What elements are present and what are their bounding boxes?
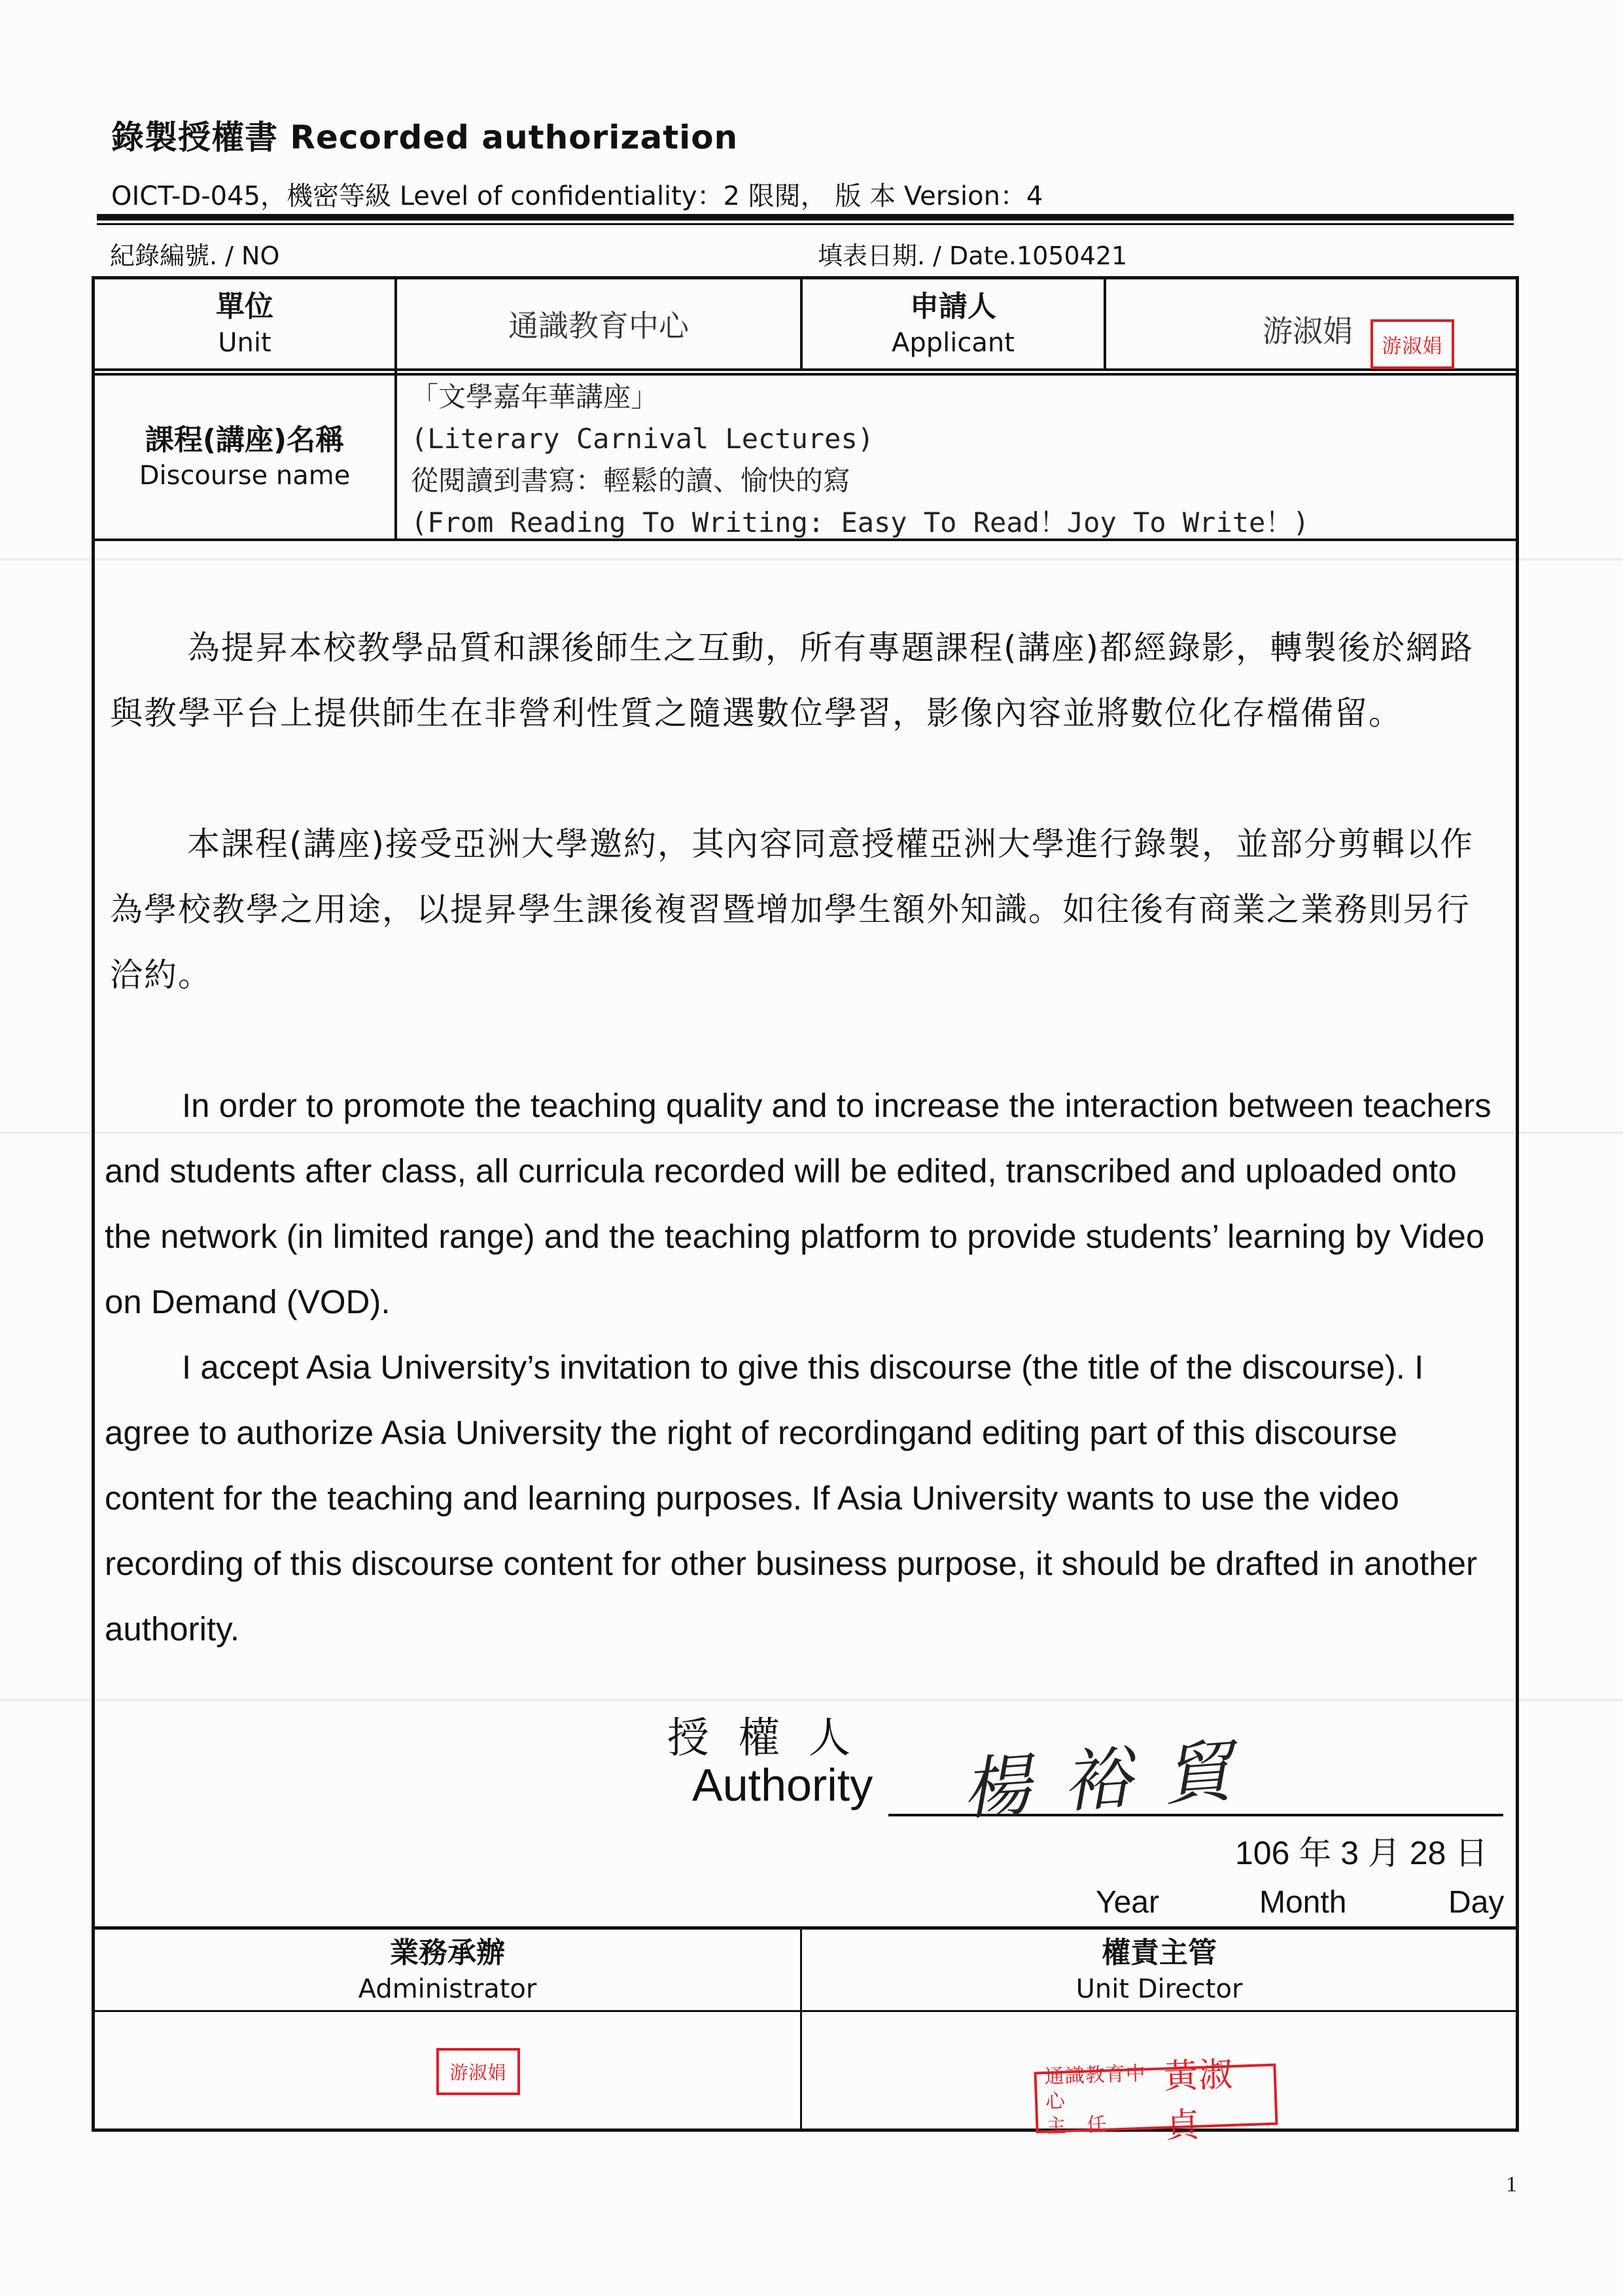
handwritten-signature: 楊裕貿 [959,1729,1267,1829]
form-date: 填表日期. / Date.1050421 [818,241,1128,270]
table-divider [1104,276,1106,371]
director-seal-name: 黃淑貞 [1163,2055,1234,2146]
month-label: Month [1259,1885,1347,1920]
page-number: 1 [1506,2172,1517,2197]
en-paragraph-2-text: I accept Asia University’s invitation to give this discourse (the title of the discourse). I agree to authorize Asia University the right of recordingand editing part of this discourse content for the teaching and learning purposes. If Asia University wants to use the video recording of this discourse content for other business purpose, it should be drafted in another authority. [105,1349,1477,1648]
footer-table-divider [92,2010,1519,2012]
footer-table-divider [800,1928,802,2130]
administrator-label-zh: 業務承辦 [390,1936,505,1970]
year-label: Year [1096,1885,1159,1920]
header-rule [97,214,1514,221]
unit-label-zh: 單位 [216,290,273,324]
applicant-label-cell [803,279,1104,368]
authority-label-en: Authority [692,1759,873,1810]
document-subtitle: OICT-D-045，機密等級 Level of confidentiality：2 限閱， 版 本 Version：4 [111,181,1043,211]
en-paragraph-1 [105,1073,1492,1335]
director-seal-line1: 通識教育中心 [1044,2062,1147,2113]
director-label-en: Unit Director [1075,1973,1243,2004]
unit-value: 通識教育中心 [508,308,689,344]
day-label: Day [1448,1885,1505,1920]
unit-label-cell [95,279,394,368]
zh-paragraph-1 [110,615,1484,746]
zh-paragraph-2 [110,811,1484,1008]
course-line: 從閱讀到書寫：輕鬆的讀、愉快的寫 [411,465,851,497]
authority-label-zh: 授權人 [667,1714,879,1763]
unit-label-en: Unit [218,327,271,358]
applicant-label-en: Applicant [892,327,1015,358]
applicant-value: 游淑娟 [1263,313,1353,349]
en-paragraph-1-text: In order to promote the teaching quality and to increase the interaction between teachers and students after class, all curricula recorded will be edited, transcribed and uploaded onto the network (in limited range) and the teaching platform to provide students’ learning by Video on Demand (VOD). [105,1087,1492,1320]
en-paragraph-2 [105,1335,1492,1662]
course-line: (From Reading To Writing: Easy To Read！Joy To Write！) [411,506,1310,539]
director-label-zh: 權責主管 [1102,1936,1217,1970]
table-divider [92,368,1519,371]
director-seal-title [1044,2061,1166,2140]
unit-value-cell [397,279,800,368]
director-seal [1034,2055,1278,2146]
course-line: (Literary Carnival Lectures) [411,423,875,455]
director-seal-line2: 主 任 [1045,2113,1108,2138]
director-label-cell [803,1932,1516,2009]
course-line: 「文學嘉年華講座」 [411,381,659,413]
header-rule-thin [97,223,1514,225]
record-number: 紀錄編號. / NO [110,241,280,270]
footer-table-top [92,1926,1519,1930]
course-label-cell [95,376,394,539]
zh-paragraph-2-text: 本課程(講座)接受亞洲大學邀約，其內容同意授權亞洲大學進行錄製，並部分剪輯以作為學校教學之用途，以提昇學生課後複習暨增加學生額外知識。如往後有商業之業務則另行洽約。 [110,825,1475,994]
document-title: 錄製授權書 Recorded authorization [111,118,739,156]
signature-date: 106 年 3 月 28 日 [1235,1835,1488,1871]
applicant-label-zh: 申請人 [910,290,996,324]
course-label-en: Discourse name [139,461,351,491]
zh-paragraph-1-text: 為提昇本校教學品質和課後師生之互動，所有專題課程(講座)都經錄影，轉製後於網路與教學平台上提供師生在非營利性質之隨選數位學習，影像內容並將數位化存檔備留。 [110,629,1475,732]
course-label-zh: 課程(講座)名稱 [145,423,345,457]
applicant-seal: 游淑娟 [1370,319,1454,369]
course-title-block [411,376,1310,544]
administrator-label-cell [95,1932,800,2009]
administrator-seal: 游淑娟 [436,2048,520,2095]
administrator-label-en: Administrator [358,1973,537,2004]
